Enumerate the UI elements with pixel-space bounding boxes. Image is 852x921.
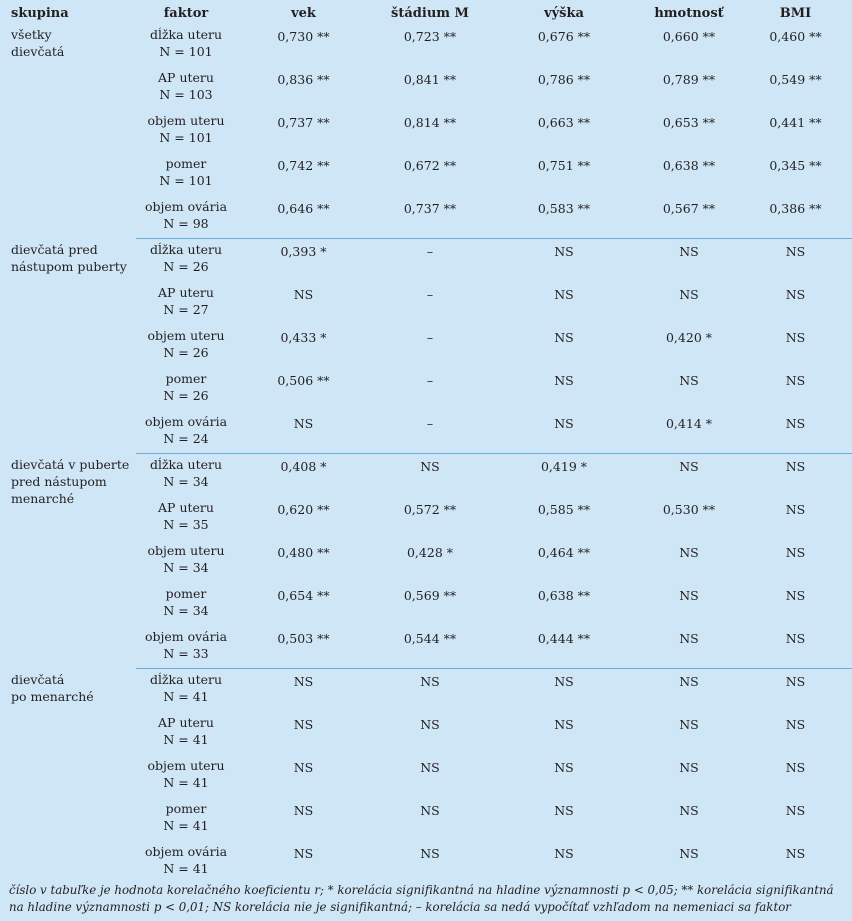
value-cell-vek: 0,646 ** <box>277 201 330 216</box>
value-cell-vyska: NS <box>554 244 574 259</box>
group-name: dievčatá po menarché <box>11 672 94 704</box>
factor-cell: objem ovária N = 98 <box>144 199 228 231</box>
group-block <box>0 456 852 668</box>
table-row <box>0 26 852 69</box>
factor-cell: objem uteru N = 26 <box>147 328 225 360</box>
header-bmi: BMI <box>779 6 812 21</box>
value-cell-stadium: NS <box>420 846 440 861</box>
factor-cell: AP uteru N = 41 <box>158 715 214 747</box>
value-cell-vyska: 0,585 ** <box>537 502 591 517</box>
value-cell-bmi: 0,345 ** <box>769 158 822 173</box>
value-cell-vek: 0,433 * <box>280 330 327 345</box>
factor-cell: pomer N = 34 <box>163 586 209 618</box>
value-cell-vek: 0,408 * <box>280 459 327 474</box>
value-cell-stadium: NS <box>420 760 440 775</box>
value-cell-stadium: – <box>426 330 434 345</box>
value-cell-hmotnost: 0,414 * <box>665 416 712 431</box>
group-name: dievčatá pred nástupom puberty <box>11 242 127 274</box>
value-cell-vyska: 0,419 * <box>540 459 587 474</box>
value-cell-vek: NS <box>293 674 314 689</box>
header-factor: faktor <box>163 6 209 21</box>
value-cell-vek: 0,480 ** <box>277 545 330 560</box>
value-cell-bmi: NS <box>785 803 806 818</box>
value-cell-vek: NS <box>293 287 314 302</box>
table-row <box>0 241 852 284</box>
factor-cell: AP uteru N = 35 <box>158 500 214 532</box>
value-cell-vyska: 0,786 ** <box>537 72 591 87</box>
value-cell-vyska: 0,638 ** <box>537 588 591 603</box>
value-cell-vyska: NS <box>554 674 574 689</box>
value-cell-stadium: 0,569 ** <box>403 588 457 603</box>
value-cell-hmotnost: NS <box>679 631 699 646</box>
factor-cell: dĺžka uteru N = 41 <box>149 672 223 704</box>
factor-cell: AP uteru N = 27 <box>158 285 214 317</box>
value-cell-stadium: NS <box>420 674 440 689</box>
value-cell-vek: 0,393 * <box>280 244 327 259</box>
value-cell-hmotnost: NS <box>679 846 699 861</box>
value-cell-vyska: 0,663 ** <box>537 115 591 130</box>
value-cell-vek: 0,503 ** <box>277 631 330 646</box>
value-cell-hmotnost: 0,660 ** <box>662 29 716 44</box>
value-cell-vek: NS <box>293 760 314 775</box>
value-cell-bmi: NS <box>785 631 806 646</box>
header-row <box>0 4 852 26</box>
header-vyska: výška <box>544 6 584 21</box>
factor-cell: dĺžka uteru N = 34 <box>149 457 223 489</box>
factor-cell: objem ovária N = 41 <box>144 844 228 876</box>
value-cell-vyska: NS <box>554 330 574 345</box>
factor-cell: objem ovária N = 24 <box>144 414 228 446</box>
value-cell-vyska: NS <box>554 717 574 732</box>
footnote: číslo v tabuľke je hodnota korelačného koeficientu r; * korelácia signifikantná na hladine významnosti p < 0,05; ** korelácia signifikantná na hladine významnosti p < 0,01; NS korelácia nie je signifikantná; – korelácia sa nedá vypočítať vzhľadom na nemeniaci sa faktor <box>9 883 834 914</box>
value-cell-stadium: 0,737 ** <box>403 201 457 216</box>
value-cell-bmi: 0,386 ** <box>769 201 822 216</box>
value-cell-bmi: NS <box>785 244 806 259</box>
value-cell-bmi: NS <box>785 717 806 732</box>
value-cell-vyska: 0,676 ** <box>537 29 591 44</box>
header-stadium: štádium M <box>391 6 469 21</box>
value-cell-stadium: 0,841 ** <box>403 72 457 87</box>
value-cell-hmotnost: NS <box>679 244 699 259</box>
value-cell-bmi: NS <box>785 846 806 861</box>
value-cell-vek: 0,836 ** <box>277 72 330 87</box>
header-group: skupina <box>11 6 69 21</box>
value-cell-bmi: NS <box>785 674 806 689</box>
value-cell-bmi: NS <box>785 588 806 603</box>
group-block <box>0 671 852 883</box>
value-cell-stadium: 0,672 ** <box>403 158 457 173</box>
value-cell-hmotnost: 0,420 * <box>665 330 712 345</box>
value-cell-stadium: 0,814 ** <box>403 115 457 130</box>
value-cell-stadium: 0,544 ** <box>403 631 457 646</box>
value-cell-vek: 0,730 ** <box>277 29 330 44</box>
value-cell-bmi: NS <box>785 287 806 302</box>
value-cell-stadium: 0,723 ** <box>403 29 457 44</box>
value-cell-stadium: 0,572 ** <box>403 502 457 517</box>
factor-cell: objem ovária N = 33 <box>144 629 228 661</box>
table-header <box>0 4 852 26</box>
factor-cell: AP uteru N = 103 <box>158 70 214 102</box>
value-cell-stadium: – <box>426 416 434 431</box>
value-cell-bmi: NS <box>785 459 806 474</box>
value-cell-vek: 0,620 ** <box>277 502 330 517</box>
factor-cell: pomer N = 26 <box>163 371 209 403</box>
value-cell-stadium: 0,428 * <box>406 545 453 560</box>
factor-cell: pomer N = 41 <box>163 801 209 833</box>
factor-cell: objem uteru N = 34 <box>147 543 225 575</box>
value-cell-bmi: NS <box>785 373 806 388</box>
table-row <box>0 456 852 499</box>
value-cell-vyska: NS <box>554 373 574 388</box>
value-cell-hmotnost: NS <box>679 459 699 474</box>
value-cell-bmi: 0,460 ** <box>769 29 822 44</box>
value-cell-bmi: NS <box>785 502 806 517</box>
value-cell-bmi: NS <box>785 416 806 431</box>
value-cell-stadium: – <box>426 373 434 388</box>
value-cell-vyska: NS <box>554 760 574 775</box>
value-cell-bmi: 0,441 ** <box>769 115 822 130</box>
value-cell-vyska: NS <box>554 803 574 818</box>
value-cell-vek: NS <box>293 717 314 732</box>
factor-cell: dĺžka uteru N = 26 <box>149 242 223 274</box>
value-cell-bmi: NS <box>785 545 806 560</box>
value-cell-vek: 0,737 ** <box>277 115 330 130</box>
value-cell-vyska: 0,464 ** <box>537 545 591 560</box>
value-cell-stadium: – <box>426 244 434 259</box>
header-hmotnost: hmotnosť <box>654 6 724 21</box>
value-cell-vek: NS <box>293 846 314 861</box>
value-cell-stadium: – <box>426 287 434 302</box>
value-cell-vek: NS <box>293 416 314 431</box>
value-cell-vyska: NS <box>554 416 574 431</box>
value-cell-hmotnost: 0,530 ** <box>662 502 716 517</box>
group-block <box>0 26 852 238</box>
value-cell-hmotnost: NS <box>679 373 699 388</box>
value-cell-stadium: NS <box>420 459 440 474</box>
value-cell-vyska: NS <box>554 846 574 861</box>
correlation-table <box>0 4 852 883</box>
header-vek: vek <box>291 6 316 21</box>
value-cell-hmotnost: 0,789 ** <box>662 72 716 87</box>
value-cell-vek: 0,506 ** <box>277 373 330 388</box>
factor-cell: objem uteru N = 41 <box>147 758 225 790</box>
factor-cell: dĺžka uteru N = 101 <box>149 27 223 59</box>
value-cell-hmotnost: NS <box>679 674 699 689</box>
value-cell-hmotnost: NS <box>679 760 699 775</box>
table-row <box>0 671 852 714</box>
value-cell-hmotnost: 0,567 ** <box>662 201 716 216</box>
value-cell-hmotnost: NS <box>679 588 699 603</box>
value-cell-hmotnost: 0,638 ** <box>662 158 716 173</box>
value-cell-vek: NS <box>293 803 314 818</box>
value-cell-vek: 0,742 ** <box>277 158 330 173</box>
value-cell-vek: 0,654 ** <box>277 588 330 603</box>
value-cell-bmi: NS <box>785 760 806 775</box>
value-cell-bmi: 0,549 ** <box>769 72 822 87</box>
value-cell-hmotnost: NS <box>679 803 699 818</box>
value-cell-hmotnost: NS <box>679 717 699 732</box>
value-cell-stadium: NS <box>420 717 440 732</box>
group-block <box>0 241 852 453</box>
value-cell-vyska: 0,444 ** <box>537 631 591 646</box>
group-name: dievčatá v puberte pred nástupom menarché <box>11 457 130 506</box>
value-cell-stadium: NS <box>420 803 440 818</box>
value-cell-hmotnost: NS <box>679 545 699 560</box>
group-name: všetky dievčatá <box>11 27 65 59</box>
factor-cell: pomer N = 101 <box>159 156 213 188</box>
value-cell-hmotnost: 0,653 ** <box>662 115 716 130</box>
value-cell-vyska: 0,751 ** <box>537 158 591 173</box>
value-cell-hmotnost: NS <box>679 287 699 302</box>
value-cell-vyska: NS <box>554 287 574 302</box>
factor-cell: objem uteru N = 101 <box>147 113 225 145</box>
value-cell-vyska: 0,583 ** <box>537 201 591 216</box>
value-cell-bmi: NS <box>785 330 806 345</box>
